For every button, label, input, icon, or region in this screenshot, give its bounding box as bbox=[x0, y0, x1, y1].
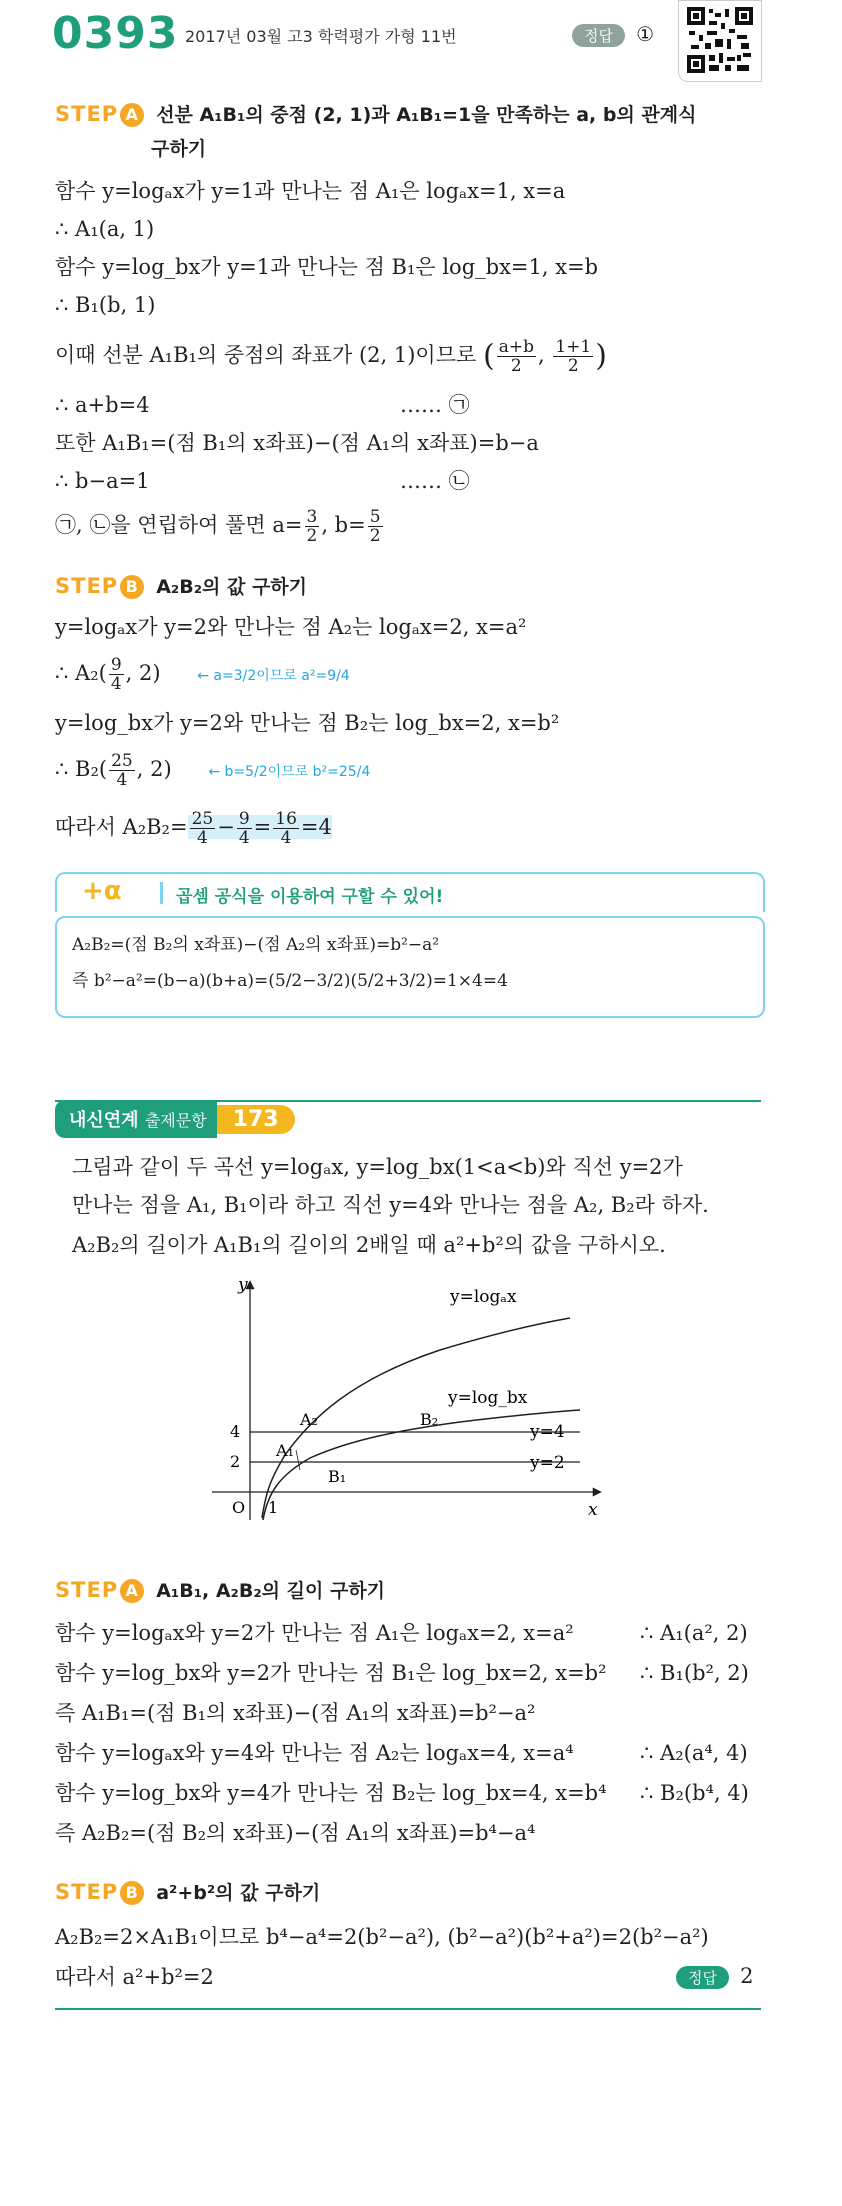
step-a2-line-1: 함수 y=logₐx와 y=2가 만나는 점 A₁은 logₐx=2, x=a² bbox=[55, 1621, 574, 1645]
alpha-title: 곱셈 공식을 이용하여 구할 수 있어! bbox=[176, 887, 444, 907]
step-b2-line-2: 따라서 a²+b²=2 bbox=[55, 1965, 214, 1989]
problem-source: 2017년 03월 고3 학력평가 가형 11번 bbox=[185, 27, 457, 46]
frac-b-val: $\frac{5}{2}$ bbox=[369, 507, 381, 546]
frac-mid-b: $\frac{1+1}{2}$ bbox=[555, 337, 592, 376]
curve-b-label: y=log_bx bbox=[448, 1388, 528, 1408]
answer-label: 정답 bbox=[572, 24, 625, 47]
step-a1-line-9 bbox=[55, 508, 385, 545]
step-letter: A bbox=[120, 1579, 144, 1603]
step-a2-result-2: ∴ B₁(b², 2) bbox=[640, 1661, 749, 1685]
solve-text-b: , b= bbox=[321, 513, 366, 537]
alpha-line-1: A₂B₂=(점 B₂의 x좌표)−(점 A₂의 x좌표)=b²−a² bbox=[72, 935, 440, 955]
step-a2-line-3: 즉 A₁B₁=(점 B₁의 x좌표)−(점 A₁의 x좌표)=b²−a² bbox=[55, 1701, 536, 1725]
step-label: STEP bbox=[55, 1578, 119, 1602]
related-problem-1: 그림과 같이 두 곡선 y=logₐx, y=log_bx(1<a<b)와 직선 y=2가 bbox=[72, 1155, 683, 1179]
step-label: STEP bbox=[55, 102, 119, 126]
alpha-line-2: 즉 b²−a²=(b−a)(b+a)=(5/2−3/2)(5/2+3/2)=1×4=4 bbox=[72, 971, 508, 991]
plus-alpha-icon: +α bbox=[82, 876, 122, 906]
step-title: 선분 A₁B₁의 중점 (2, 1)과 A₁B₁=1을 만족하는 a, b의 관계식 bbox=[156, 104, 697, 126]
step-b1-header bbox=[55, 572, 307, 599]
step-title: a²+b²의 값 구하기 bbox=[156, 1882, 321, 1904]
step-a1-line-1: 함수 y=logₐx가 y=1과 만나는 점 A₁은 logₐx=1, x=a bbox=[55, 179, 566, 203]
note-b-squared: ← b=5/2이므로 b²=25/4 bbox=[208, 764, 371, 780]
point-a1: A₁ bbox=[276, 1441, 294, 1460]
x-one-label: 1 bbox=[268, 1498, 279, 1517]
step-letter: A bbox=[120, 103, 144, 127]
line2-label: y=2 bbox=[530, 1453, 565, 1473]
step-letter: B bbox=[120, 575, 144, 599]
origin-label: O bbox=[232, 1498, 246, 1517]
step-letter: B bbox=[120, 1881, 144, 1905]
point-b1: B₁ bbox=[328, 1467, 347, 1486]
related-number: 173 bbox=[217, 1105, 295, 1134]
marker-2: …… ㉡ bbox=[400, 469, 470, 493]
step-b1-line-1: y=logₐx가 y=2와 만나는 점 A₂는 logₐx=2, x=a² bbox=[55, 615, 527, 639]
final-answer-label: 정답 bbox=[676, 1966, 729, 1989]
frac-a2x: $\frac{9}{4}$ bbox=[110, 655, 122, 694]
step-a1-line-3: 함수 y=log_bx가 y=1과 만나는 점 B₁은 log_bx=1, x=b bbox=[55, 255, 599, 279]
step-a1-line-4: ∴ B₁(b, 1) bbox=[55, 293, 156, 317]
tick-2: 2 bbox=[230, 1452, 241, 1471]
result-text: 따라서 A₂B₂= bbox=[55, 815, 188, 839]
step-b2-line-1: A₂B₂=2×A₁B₁이므로 b⁴−a⁴=2(b²−a²), (b²−a²)(b²+a²)=2(b²−a²) bbox=[55, 1925, 709, 1949]
step-a2-line-4: 함수 y=logₐx와 y=4와 만나는 점 A₂는 logₐx=4, x=a⁴ bbox=[55, 1741, 574, 1765]
step-a1-line-2: ∴ A₁(a, 1) bbox=[55, 217, 155, 241]
point-b2: B₂ bbox=[420, 1410, 439, 1429]
related-tag-label: 내신연계 출제문항 bbox=[55, 1100, 217, 1138]
step-b1-line-2 bbox=[55, 656, 350, 693]
frac-mid-a: $\frac{a+b}{2}$ bbox=[498, 337, 534, 376]
frac-a-val: $\frac{3}{2}$ bbox=[306, 507, 318, 546]
step-title-cont: 구하기 bbox=[151, 138, 207, 160]
final-answer-value: 2 bbox=[740, 1964, 754, 1988]
a2-point-close: , 2) bbox=[125, 661, 161, 685]
step-title: A₂B₂의 값 구하기 bbox=[156, 576, 308, 598]
step-a2-line-2: 함수 y=log_bx와 y=2가 만나는 점 B₁은 log_bx=2, x=b² bbox=[55, 1661, 607, 1685]
note-a-squared: ← a=3/2이므로 a²=9/4 bbox=[197, 668, 350, 684]
step-a1-line-6: ∴ a+b=4 bbox=[55, 393, 150, 417]
step-title: A₁B₁, A₂B₂의 길이 구하기 bbox=[156, 1580, 386, 1602]
step-a2-header bbox=[55, 1576, 385, 1603]
related-problem-3: A₂B₂의 길이가 A₁B₁의 길이의 2배일 때 a²+b²의 값을 구하시오. bbox=[72, 1233, 666, 1257]
related-tag bbox=[55, 1100, 295, 1138]
step-a2-result-4: ∴ B₂(b⁴, 4) bbox=[640, 1781, 749, 1805]
related-problem-2: 만나는 점을 A₁, B₁이라 하고 직선 y=4와 만나는 점을 A₂, B₂라 하자. bbox=[72, 1193, 709, 1217]
step-b1-line-5 bbox=[55, 810, 332, 847]
qr-code-icon[interactable] bbox=[678, 0, 762, 82]
step-a1-line-7: 또한 A₁B₁=(점 B₁의 x좌표)−(점 A₁의 x좌표)=b−a bbox=[55, 431, 539, 455]
answer-value: ① bbox=[636, 22, 655, 46]
step-b2-header bbox=[55, 1878, 320, 1905]
solve-text: ㉠, ㉡을 연립하여 풀면 a= bbox=[55, 513, 303, 537]
result-highlight: $\frac{25}{4}$ − $\frac{9}{4}$ = $\frac{16}{4}$ =4 bbox=[188, 815, 332, 839]
step-a1-header bbox=[55, 100, 697, 127]
step-a2-line-6: 즉 A₂B₂=(점 B₂의 x좌표)−(점 A₁의 x좌표)=b⁴−a⁴ bbox=[55, 1821, 536, 1845]
b2-point-close: , 2) bbox=[136, 757, 172, 781]
step-a1-line-8: ∴ b−a=1 bbox=[55, 469, 150, 493]
b2-point-open: ∴ B₂( bbox=[55, 757, 108, 781]
bottom-divider bbox=[55, 2008, 761, 2010]
log-graph bbox=[200, 1270, 640, 1530]
x-axis-label: x bbox=[588, 1500, 598, 1520]
tick-4: 4 bbox=[230, 1422, 241, 1441]
alpha-divider bbox=[160, 882, 163, 904]
line4-label: y=4 bbox=[530, 1422, 565, 1442]
final-answer bbox=[676, 1964, 753, 1989]
step-a2-line-5: 함수 y=log_bx와 y=4가 만나는 점 B₂는 log_bx=4, x=b⁴ bbox=[55, 1781, 607, 1805]
curve-a-label: y=logₐx bbox=[450, 1287, 517, 1307]
step-label: STEP bbox=[55, 574, 119, 598]
step-label: STEP bbox=[55, 1880, 119, 1904]
step-a2-result-3: ∴ A₂(a⁴, 4) bbox=[640, 1741, 748, 1765]
answer-badge bbox=[572, 22, 654, 47]
point-a2: A₂ bbox=[300, 1410, 318, 1429]
step-a2-result-1: ∴ A₁(a², 2) bbox=[640, 1621, 748, 1645]
step-b1-line-4 bbox=[55, 752, 370, 789]
y-axis-label: y bbox=[238, 1275, 248, 1295]
log-graph-svg bbox=[200, 1270, 640, 1530]
problem-number: 0393 bbox=[52, 8, 179, 59]
midpoint-text: 이때 선분 A₁B₁의 중점의 좌표가 (2, 1)이므로 bbox=[55, 343, 477, 367]
step-b1-line-3: y=log_bx가 y=2와 만나는 점 B₂는 log_bx=2, x=b² bbox=[55, 711, 560, 735]
marker-1: …… ㉠ bbox=[400, 393, 470, 417]
step-a1-line-5: 이때 선분 A₁B₁의 중점의 좌표가 (2, 1)이므로 ( $\frac{a+b}{2}$ , $\frac{1+1}{2}$ ) bbox=[55, 337, 607, 376]
a2-point-open: ∴ A₂( bbox=[55, 661, 107, 685]
frac-b2x: $\frac{25}{4}$ bbox=[111, 751, 133, 790]
